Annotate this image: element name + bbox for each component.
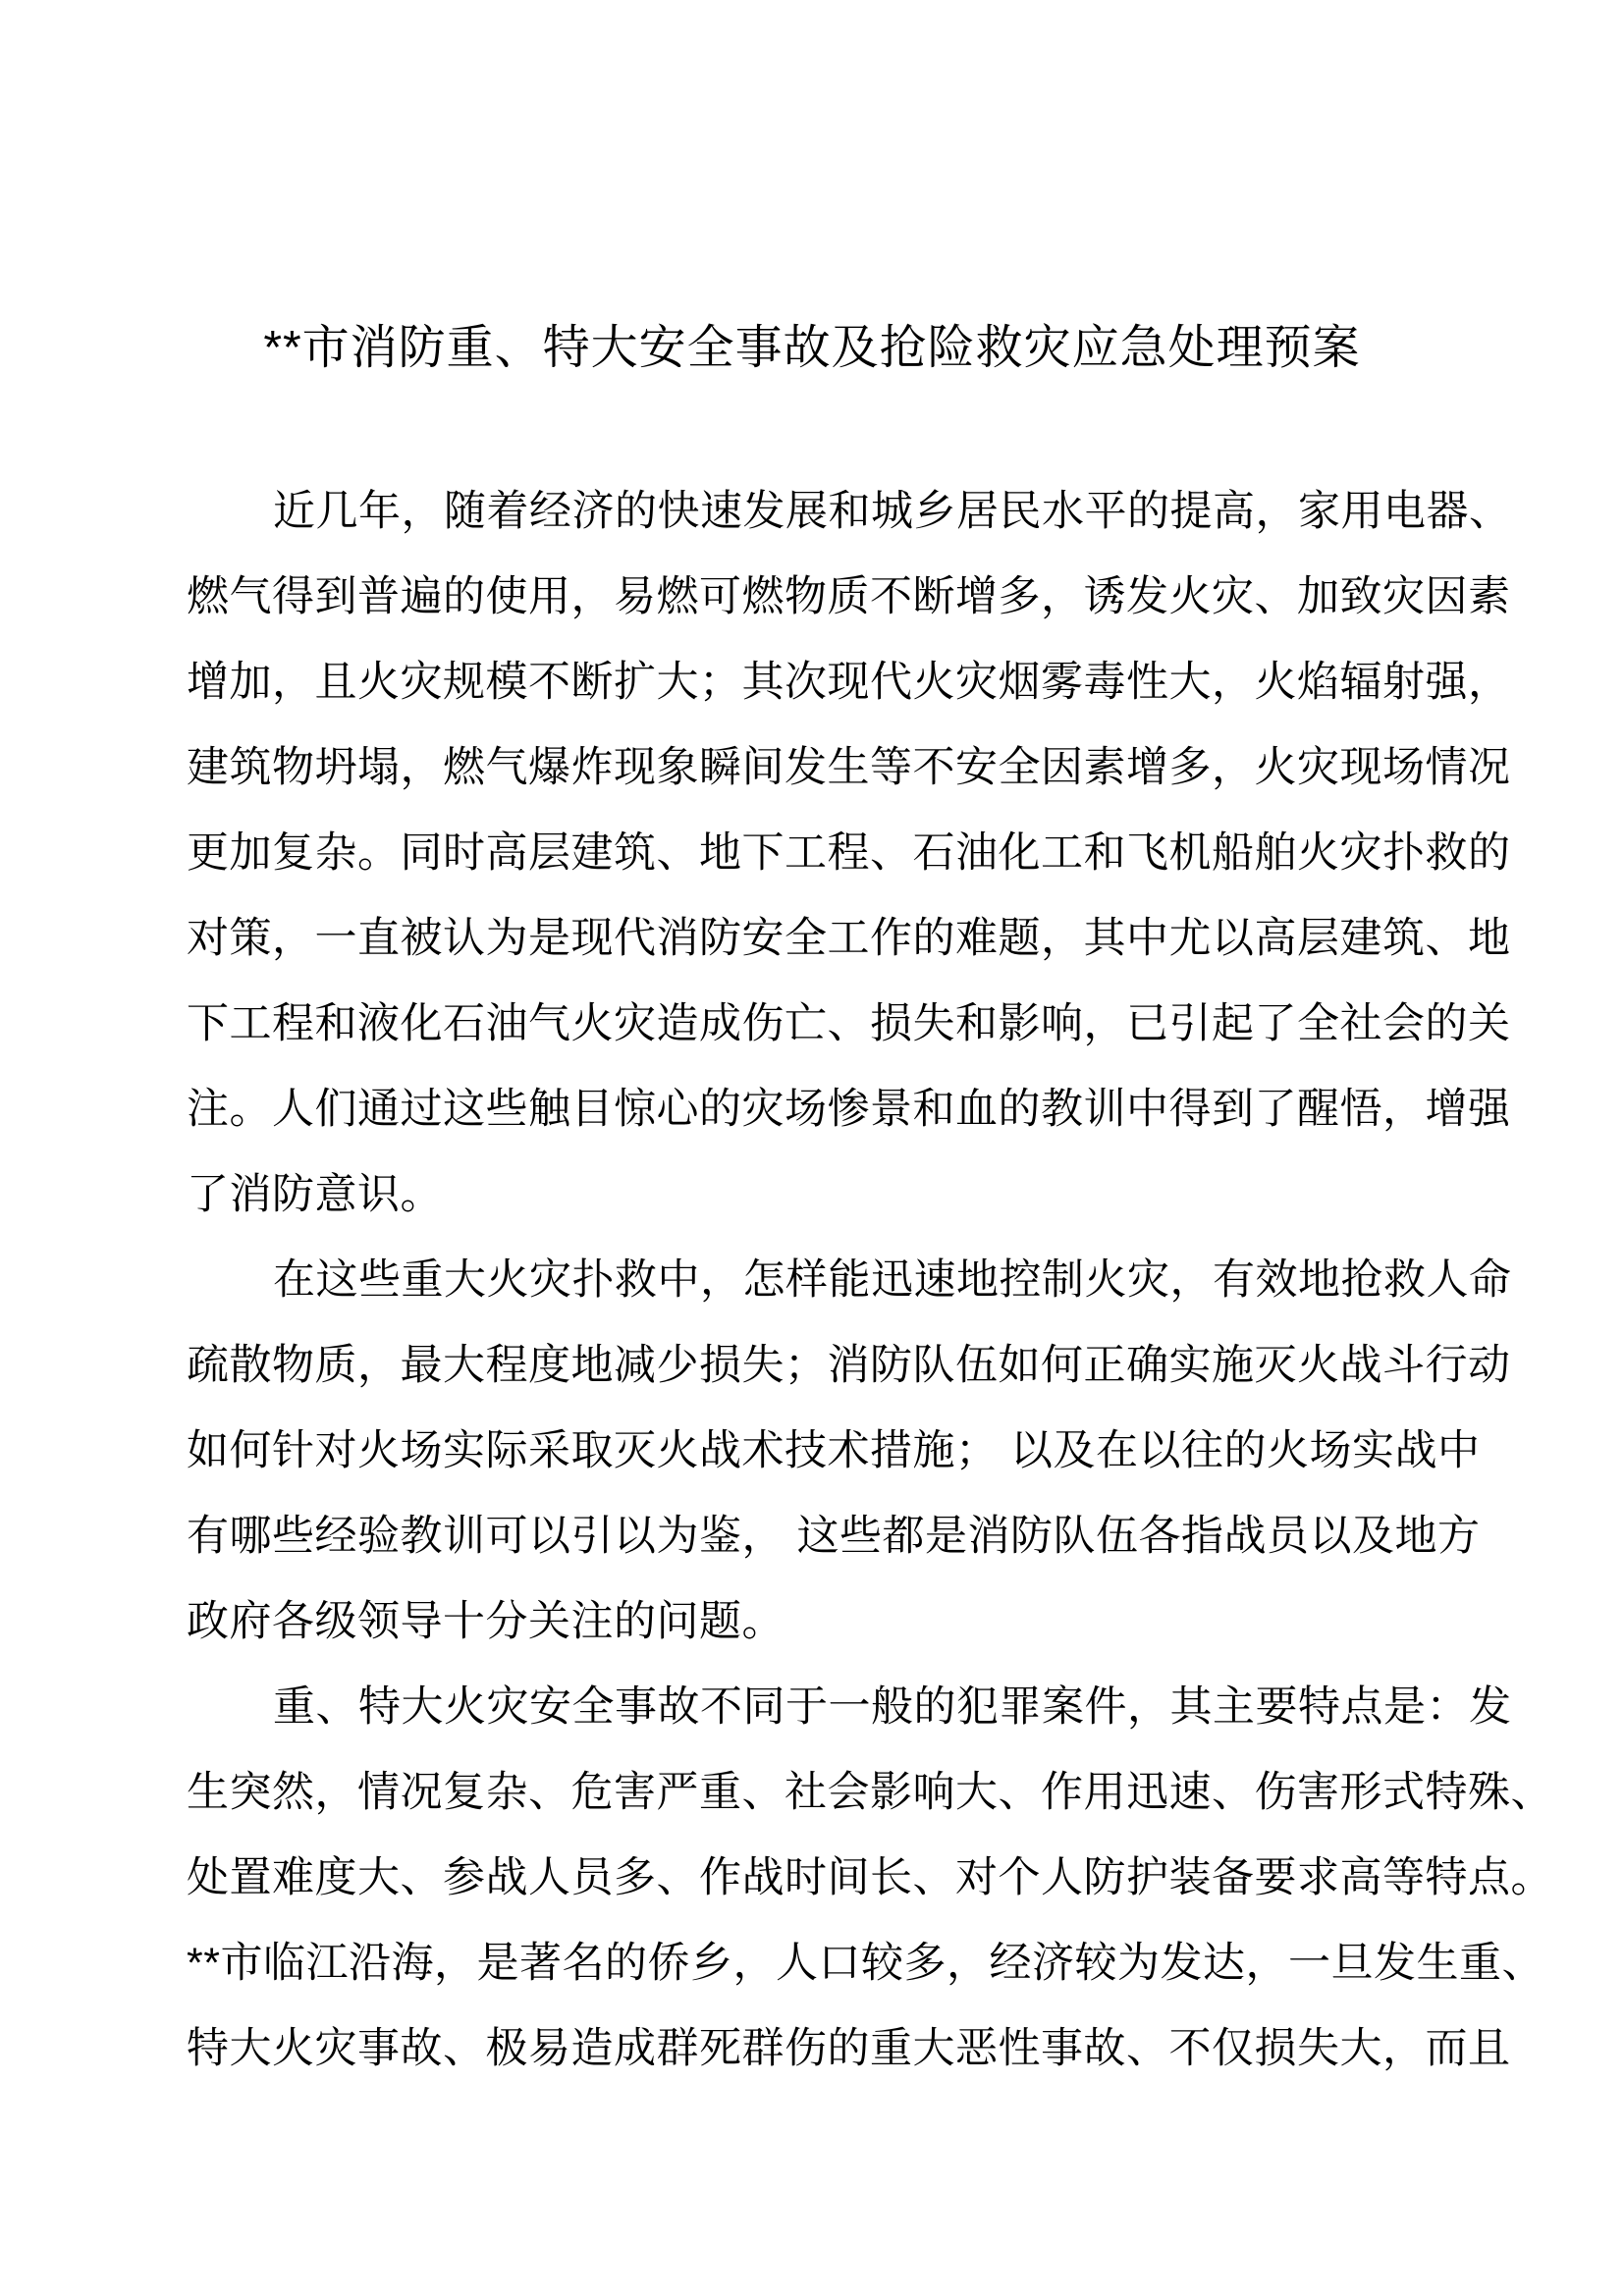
text-line: 更加复杂。同时高层建筑、地下工程、石油化工和飞机船舶火灾扑救的 — [187, 829, 1511, 877]
text-line: 政府各级领导十分关注的问题。 — [187, 1598, 785, 1645]
text-line: 注。人们通过这些触目惊心的灾场惨景和血的教训中得到了醒悟，增强 — [187, 1086, 1511, 1133]
paragraph — [187, 1665, 1553, 2092]
document-body — [187, 469, 1553, 2092]
paragraph — [187, 469, 1512, 1238]
text-line: 生突然，情况复杂、危害严重、社会影响大、作用迅速、伤害形式特殊、 — [187, 1769, 1553, 1816]
text-line: 在这些重大火灾扑救中，怎样能迅速地控制火灾，有效地抢救人命 — [273, 1256, 1512, 1304]
text-line: 近几年，随着经济的快速发展和城乡居民水平的提高，家用电器、 — [273, 488, 1512, 535]
text-line: **市临江沿海，是著名的侨乡，人口较多，经济较为发达，一旦发生重、 — [187, 1940, 1544, 1987]
document-title: **市消防重、特大安全事故及抢险救灾应急处理预案 — [263, 322, 1361, 375]
text-line: 处置难度大、参战人员多、作战时间长、对个人防护装备要求高等特点。 — [187, 1854, 1553, 1901]
text-line: 特大火灾事故、极易造成群死群伤的重大恶性事故、不仅损失大，而且 — [187, 2025, 1511, 2072]
text-line: 下工程和液化石油气火灾造成伤亡、损失和影响，已引起了全社会的关 — [187, 1000, 1511, 1047]
text-line: 如何针对火场实际采取灭火战术技术措施； 以及在以往的火场实战中 — [187, 1427, 1481, 1474]
text-line: 重、特大火灾安全事故不同于一般的犯罪案件，其主要特点是：发 — [273, 1683, 1512, 1731]
text-line: 有哪些经验教训可以引以为鉴， 这些都是消防队伍各指战员以及地方 — [187, 1513, 1481, 1560]
text-line: 对策，一直被认为是现代消防安全工作的难题，其中尤以高层建筑、地 — [187, 915, 1511, 962]
paragraph — [187, 1238, 1512, 1665]
text-line: 建筑物坍塌，燃气爆炸现象瞬间发生等不安全因素增多，火灾现场情况 — [187, 744, 1511, 791]
text-line: 燃气得到普遍的使用，易燃可燃物质不断增多，诱发火灾、加致灾因素 — [187, 573, 1511, 620]
text-line: 增加，且火灾规模不断扩大；其次现代火灾烟雾毒性大，火焰辐射强， — [187, 659, 1511, 706]
text-line: 疏散物质，最大程度地减少损失；消防队伍如何正确实施灭火战斗行动 — [187, 1342, 1511, 1389]
text-line: 了消防意识。 — [187, 1171, 443, 1218]
